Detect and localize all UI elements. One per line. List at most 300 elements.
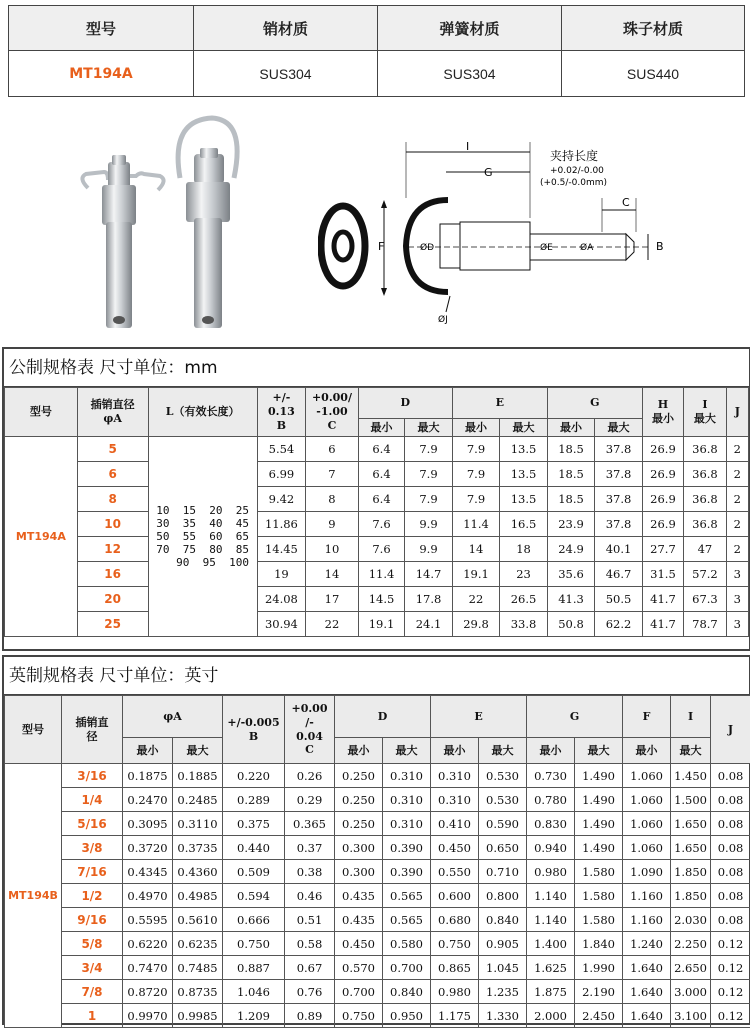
imperial-h-g-min: 最小 xyxy=(527,738,575,764)
metric-value-cell: 37.8 xyxy=(595,487,643,512)
imperial-size-cell: 1/2 xyxy=(62,884,123,908)
metric-value-cell: 16.5 xyxy=(500,512,548,537)
imperial-value-cell: 1.330 xyxy=(479,1004,527,1028)
imperial-value-cell: 0.750 xyxy=(223,932,285,956)
imperial-value-cell: 0.600 xyxy=(431,884,479,908)
imperial-value-cell: 0.08 xyxy=(711,908,750,932)
imperial-h-f-min: 最小 xyxy=(623,738,671,764)
imperial-h-g: G xyxy=(527,696,623,738)
metric-value-cell: 7.9 xyxy=(452,437,500,462)
metric-h-i: I 最大 xyxy=(684,388,726,437)
imperial-h-e-min: 最小 xyxy=(431,738,479,764)
imperial-value-cell: 1.640 xyxy=(623,1004,671,1028)
metric-size-cell: 8 xyxy=(77,487,148,512)
imperial-value-cell: 1.060 xyxy=(623,764,671,788)
imperial-h-i: I xyxy=(671,696,711,738)
imperial-value-cell: 0.435 xyxy=(335,884,383,908)
metric-value-cell: 9.9 xyxy=(405,537,453,562)
imperial-h-model: 型号 xyxy=(5,696,62,764)
imperial-table-row xyxy=(5,860,750,884)
imperial-size-cell: 7/8 xyxy=(62,980,123,1004)
imperial-size-cell: 7/16 xyxy=(62,860,123,884)
metric-length-line: 50 55 60 65 xyxy=(149,530,257,543)
metric-value-cell: 24.1 xyxy=(405,612,453,637)
label-D: ØD xyxy=(420,242,434,253)
metric-value-cell: 24.08 xyxy=(257,587,306,612)
imperial-value-cell: 1.090 xyxy=(623,860,671,884)
metric-h-j: J xyxy=(726,388,748,437)
imperial-h-a-max: 最大 xyxy=(173,738,223,764)
metric-size-cell: 16 xyxy=(77,562,148,587)
imperial-value-cell: 1.209 xyxy=(223,1004,285,1028)
imperial-size-cell: 3/8 xyxy=(62,836,123,860)
metric-h-c: +0.00/ -1.00 C xyxy=(306,388,359,437)
metric-value-cell: 37.8 xyxy=(595,437,643,462)
model-cell: MT194A xyxy=(9,51,194,97)
imperial-value-cell: 0.666 xyxy=(223,908,285,932)
imperial-value-cell: 1.060 xyxy=(623,788,671,812)
material-header-row xyxy=(9,6,745,51)
metric-value-cell: 2 xyxy=(726,437,748,462)
imperial-value-cell: 1.490 xyxy=(575,812,623,836)
metric-h-e: E xyxy=(452,388,547,419)
imperial-value-cell: 0.2485 xyxy=(173,788,223,812)
imperial-value-cell: 0.830 xyxy=(527,812,575,836)
imperial-value-cell: 0.289 xyxy=(223,788,285,812)
imperial-value-cell: 0.840 xyxy=(383,980,431,1004)
pin-material-cell: SUS304 xyxy=(194,51,378,97)
imperial-value-cell: 2.030 xyxy=(671,908,711,932)
imperial-value-cell: 0.1885 xyxy=(173,764,223,788)
imperial-value-cell: 1.400 xyxy=(527,932,575,956)
imperial-value-cell: 0.08 xyxy=(711,764,750,788)
imperial-value-cell: 0.530 xyxy=(479,764,527,788)
metric-value-cell: 6.4 xyxy=(358,487,404,512)
metric-value-cell: 8 xyxy=(306,487,359,512)
metric-value-cell: 6.4 xyxy=(358,437,404,462)
imperial-value-cell: 0.565 xyxy=(383,884,431,908)
imperial-h-b: +/-0.005 B xyxy=(223,696,285,764)
imperial-value-cell: 0.580 xyxy=(383,932,431,956)
imperial-value-cell: 0.08 xyxy=(711,860,750,884)
metric-model-cell: MT194A xyxy=(5,437,78,637)
imperial-value-cell: 0.310 xyxy=(383,764,431,788)
imperial-value-cell: 1.235 xyxy=(479,980,527,1004)
metric-value-cell: 47 xyxy=(684,537,726,562)
header-model: 型号 xyxy=(9,6,194,51)
metric-h-d: D xyxy=(358,388,452,419)
metric-value-cell: 9 xyxy=(306,512,359,537)
imperial-table-row xyxy=(5,812,750,836)
metric-h-e-max: 最大 xyxy=(500,419,548,437)
imperial-value-cell: 2.000 xyxy=(527,1004,575,1028)
metric-value-cell: 7 xyxy=(306,462,359,487)
metric-value-cell: 18.5 xyxy=(547,487,595,512)
imperial-value-cell: 1.060 xyxy=(623,836,671,860)
imperial-value-cell: 0.865 xyxy=(431,956,479,980)
imperial-h-e-max: 最大 xyxy=(479,738,527,764)
metric-length-line: 30 35 40 45 xyxy=(149,517,257,530)
imperial-value-cell: 0.940 xyxy=(527,836,575,860)
imperial-value-cell: 0.38 xyxy=(285,860,335,884)
metric-value-cell: 13.5 xyxy=(500,462,548,487)
imperial-value-cell: 1.625 xyxy=(527,956,575,980)
imperial-value-cell: 0.4985 xyxy=(173,884,223,908)
imperial-h-a-min: 最小 xyxy=(123,738,173,764)
imperial-value-cell: 1.500 xyxy=(671,788,711,812)
label-J: ØJ xyxy=(438,314,448,325)
metric-value-cell: 11.86 xyxy=(257,512,306,537)
metric-h-g-min: 最小 xyxy=(547,419,595,437)
imperial-value-cell: 0.390 xyxy=(383,836,431,860)
metric-value-cell: 37.8 xyxy=(595,512,643,537)
imperial-value-cell: 0.310 xyxy=(431,788,479,812)
imperial-table-row xyxy=(5,956,750,980)
grip-length-title: 夹持长度 xyxy=(550,148,598,163)
metric-table-row xyxy=(5,587,749,612)
metric-size-cell: 12 xyxy=(77,537,148,562)
imperial-value-cell: 0.450 xyxy=(431,836,479,860)
metric-value-cell: 36.8 xyxy=(684,512,726,537)
imperial-value-cell: 0.565 xyxy=(383,908,431,932)
metric-value-cell: 30.94 xyxy=(257,612,306,637)
metric-value-cell: 7.9 xyxy=(405,437,453,462)
imperial-value-cell: 1.045 xyxy=(479,956,527,980)
imperial-h-g-max: 最大 xyxy=(575,738,623,764)
metric-table-row xyxy=(5,612,749,637)
metric-value-cell: 23 xyxy=(500,562,548,587)
imperial-value-cell: 1.650 xyxy=(671,812,711,836)
imperial-h-a: φA xyxy=(123,696,223,738)
imperial-value-cell: 0.67 xyxy=(285,956,335,980)
imperial-h-c: +0.00 /- 0.04 C xyxy=(285,696,335,764)
metric-value-cell: 6.4 xyxy=(358,462,404,487)
imperial-value-cell: 0.4360 xyxy=(173,860,223,884)
metric-value-cell: 7.6 xyxy=(358,537,404,562)
metric-value-cell: 11.4 xyxy=(358,562,404,587)
imperial-value-cell: 0.5610 xyxy=(173,908,223,932)
imperial-value-cell: 0.410 xyxy=(431,812,479,836)
imperial-value-cell: 0.9985 xyxy=(173,1004,223,1028)
metric-value-cell: 19.1 xyxy=(358,612,404,637)
metric-value-cell: 31.5 xyxy=(642,562,683,587)
imperial-value-cell: 0.2470 xyxy=(123,788,173,812)
imperial-value-cell: 1.850 xyxy=(671,860,711,884)
imperial-value-cell: 0.26 xyxy=(285,764,335,788)
metric-value-cell: 2 xyxy=(726,487,748,512)
metric-h-length: L（有效长度） xyxy=(148,388,257,437)
material-row xyxy=(9,51,745,97)
imperial-value-cell: 0.250 xyxy=(335,812,383,836)
imperial-size-cell: 9/16 xyxy=(62,908,123,932)
metric-value-cell: 36.8 xyxy=(684,487,726,512)
imperial-value-cell: 0.5595 xyxy=(123,908,173,932)
imperial-value-cell: 0.840 xyxy=(479,908,527,932)
ball-material-cell: SUS440 xyxy=(562,51,745,97)
imperial-value-cell: 0.4345 xyxy=(123,860,173,884)
imperial-value-cell: 0.780 xyxy=(527,788,575,812)
imperial-value-cell: 0.887 xyxy=(223,956,285,980)
metric-lengths-cell xyxy=(148,437,257,637)
imperial-value-cell: 0.3735 xyxy=(173,836,223,860)
imperial-value-cell: 0.12 xyxy=(711,956,750,980)
metric-value-cell: 26.9 xyxy=(642,437,683,462)
metric-value-cell: 78.7 xyxy=(684,612,726,637)
metric-value-cell: 50.8 xyxy=(547,612,595,637)
imperial-value-cell: 0.3720 xyxy=(123,836,173,860)
imperial-table-row xyxy=(5,1004,750,1028)
imperial-table-row xyxy=(5,884,750,908)
metric-h-diameter: 插销直径 φA xyxy=(77,388,148,437)
imperial-value-cell: 3.000 xyxy=(671,980,711,1004)
imperial-value-cell: 2.190 xyxy=(575,980,623,1004)
imperial-value-cell: 0.800 xyxy=(479,884,527,908)
imperial-value-cell: 0.310 xyxy=(383,812,431,836)
imperial-value-cell: 0.29 xyxy=(285,788,335,812)
metric-value-cell: 7.9 xyxy=(405,487,453,512)
imperial-value-cell: 0.8735 xyxy=(173,980,223,1004)
imperial-table-row xyxy=(5,836,750,860)
imperial-value-cell: 3.100 xyxy=(671,1004,711,1028)
imperial-value-cell: 0.650 xyxy=(479,836,527,860)
imperial-value-cell: 1.850 xyxy=(671,884,711,908)
imperial-h-e: E xyxy=(431,696,527,738)
metric-value-cell: 26.5 xyxy=(500,587,548,612)
imperial-value-cell: 0.7485 xyxy=(173,956,223,980)
metric-value-cell: 14 xyxy=(306,562,359,587)
header-spring-material: 弹簧材质 xyxy=(378,6,562,51)
imperial-value-cell: 1.640 xyxy=(623,956,671,980)
imperial-value-cell: 1.140 xyxy=(527,884,575,908)
metric-value-cell: 41.7 xyxy=(642,587,683,612)
imperial-h-d-max: 最大 xyxy=(383,738,431,764)
metric-value-cell: 67.3 xyxy=(684,587,726,612)
imperial-value-cell: 0.46 xyxy=(285,884,335,908)
metric-value-cell: 22 xyxy=(452,587,500,612)
metric-value-cell: 27.7 xyxy=(642,537,683,562)
imperial-value-cell: 1.450 xyxy=(671,764,711,788)
metric-value-cell: 9.42 xyxy=(257,487,306,512)
metric-h-d-min: 最小 xyxy=(358,419,404,437)
imperial-value-cell: 1.875 xyxy=(527,980,575,1004)
label-E: ØE xyxy=(540,242,553,253)
metric-table-row xyxy=(5,487,749,512)
imperial-value-cell: 0.220 xyxy=(223,764,285,788)
imperial-value-cell: 0.390 xyxy=(383,860,431,884)
metric-value-cell: 57.2 xyxy=(684,562,726,587)
imperial-value-cell: 1.160 xyxy=(623,884,671,908)
label-F: F xyxy=(378,240,384,253)
metric-value-cell: 33.8 xyxy=(500,612,548,637)
imperial-value-cell: 0.594 xyxy=(223,884,285,908)
imperial-value-cell: 0.51 xyxy=(285,908,335,932)
imperial-value-cell: 0.08 xyxy=(711,788,750,812)
metric-value-cell: 2 xyxy=(726,537,748,562)
metric-size-cell: 10 xyxy=(77,512,148,537)
imperial-value-cell: 1.580 xyxy=(575,860,623,884)
metric-title: 公制规格表 尺寸单位：mm xyxy=(4,349,749,387)
metric-h-model: 型号 xyxy=(5,388,78,437)
metric-value-cell: 23.9 xyxy=(547,512,595,537)
metric-length-line: 10 15 20 25 xyxy=(149,504,257,517)
metric-table-row xyxy=(5,462,749,487)
metric-value-cell: 9.9 xyxy=(405,512,453,537)
imperial-value-cell: 0.08 xyxy=(711,812,750,836)
imperial-value-cell: 0.710 xyxy=(479,860,527,884)
metric-h-d-max: 最大 xyxy=(405,419,453,437)
imperial-value-cell: 0.450 xyxy=(335,932,383,956)
imperial-value-cell: 1.060 xyxy=(623,812,671,836)
imperial-value-cell: 1.160 xyxy=(623,908,671,932)
imperial-value-cell: 0.6220 xyxy=(123,932,173,956)
metric-table-row xyxy=(5,537,749,562)
imperial-value-cell: 0.509 xyxy=(223,860,285,884)
imperial-value-cell: 1.640 xyxy=(623,980,671,1004)
imperial-spec-table xyxy=(4,695,750,1028)
metric-value-cell: 26.9 xyxy=(642,462,683,487)
label-G: G xyxy=(484,166,493,179)
imperial-size-cell: 3/16 xyxy=(62,764,123,788)
imperial-table-row xyxy=(5,932,750,956)
metric-value-cell: 13.5 xyxy=(500,437,548,462)
imperial-value-cell: 0.3110 xyxy=(173,812,223,836)
metric-value-cell: 14.45 xyxy=(257,537,306,562)
imperial-value-cell: 0.905 xyxy=(479,932,527,956)
metric-value-cell: 24.9 xyxy=(547,537,595,562)
metric-value-cell: 17.8 xyxy=(405,587,453,612)
label-C: C xyxy=(622,196,630,209)
metric-value-cell: 26.9 xyxy=(642,512,683,537)
label-B: B xyxy=(656,240,664,253)
header-ball-material: 珠子材质 xyxy=(562,6,745,51)
metric-h-b: +/- 0.13 B xyxy=(257,388,306,437)
imperial-value-cell: 2.650 xyxy=(671,956,711,980)
imperial-value-cell: 1.580 xyxy=(575,908,623,932)
imperial-value-cell: 0.570 xyxy=(335,956,383,980)
metric-spec-table xyxy=(4,387,749,637)
imperial-value-cell: 0.3095 xyxy=(123,812,173,836)
imperial-value-cell: 0.440 xyxy=(223,836,285,860)
imperial-table-row xyxy=(5,908,750,932)
label-A: ØA xyxy=(580,242,594,253)
imperial-value-cell: 0.12 xyxy=(711,1004,750,1028)
metric-length-line: 90 95 100 xyxy=(149,556,257,569)
imperial-value-cell: 2.250 xyxy=(671,932,711,956)
imperial-h-d: D xyxy=(335,696,431,738)
metric-value-cell: 26.9 xyxy=(642,487,683,512)
imperial-value-cell: 0.310 xyxy=(431,764,479,788)
imperial-value-cell: 0.310 xyxy=(383,788,431,812)
metric-value-cell: 19 xyxy=(257,562,306,587)
metric-value-cell: 17 xyxy=(306,587,359,612)
imperial-value-cell: 0.08 xyxy=(711,836,750,860)
metric-value-cell: 7.9 xyxy=(452,462,500,487)
imperial-value-cell: 0.700 xyxy=(383,956,431,980)
imperial-h-diameter: 插销直 径 xyxy=(62,696,123,764)
imperial-value-cell: 0.76 xyxy=(285,980,335,1004)
metric-value-cell: 14.7 xyxy=(405,562,453,587)
metric-value-cell: 29.8 xyxy=(452,612,500,637)
metric-table-row xyxy=(5,512,749,537)
metric-size-cell: 5 xyxy=(77,437,148,462)
metric-value-cell: 5.54 xyxy=(257,437,306,462)
imperial-value-cell: 0.89 xyxy=(285,1004,335,1028)
imperial-value-cell: 0.980 xyxy=(431,980,479,1004)
imperial-value-cell: 0.08 xyxy=(711,884,750,908)
header-pin-material: 销材质 xyxy=(194,6,378,51)
imperial-size-cell: 5/8 xyxy=(62,932,123,956)
imperial-value-cell: 2.450 xyxy=(575,1004,623,1028)
imperial-value-cell: 1.490 xyxy=(575,788,623,812)
imperial-value-cell: 0.37 xyxy=(285,836,335,860)
metric-value-cell: 3 xyxy=(726,587,748,612)
imperial-value-cell: 0.730 xyxy=(527,764,575,788)
imperial-table-row xyxy=(5,764,750,788)
imperial-value-cell: 1.840 xyxy=(575,932,623,956)
imperial-value-cell: 0.700 xyxy=(335,980,383,1004)
imperial-table-row xyxy=(5,980,750,1004)
imperial-size-cell: 1/4 xyxy=(62,788,123,812)
metric-value-cell: 7.9 xyxy=(405,462,453,487)
product-photo xyxy=(70,110,250,340)
imperial-value-cell: 1.490 xyxy=(575,836,623,860)
metric-value-cell: 3 xyxy=(726,562,748,587)
imperial-value-cell: 0.680 xyxy=(431,908,479,932)
imperial-value-cell: 0.590 xyxy=(479,812,527,836)
imperial-model-cell: MT194B xyxy=(5,764,62,1028)
metric-value-cell: 19.1 xyxy=(452,562,500,587)
metric-value-cell: 46.7 xyxy=(595,562,643,587)
imperial-value-cell: 0.530 xyxy=(479,788,527,812)
imperial-size-cell: 5/16 xyxy=(62,812,123,836)
imperial-value-cell: 1.140 xyxy=(527,908,575,932)
imperial-h-i-max: 最大 xyxy=(671,738,711,764)
imperial-h-d-min: 最小 xyxy=(335,738,383,764)
metric-h-g-max: 最大 xyxy=(595,419,643,437)
metric-length-line: 70 75 80 85 xyxy=(149,543,257,556)
imperial-value-cell: 0.550 xyxy=(431,860,479,884)
metric-value-cell: 3 xyxy=(726,612,748,637)
material-table xyxy=(8,5,745,97)
imperial-value-cell: 0.300 xyxy=(335,836,383,860)
metric-value-cell: 14.5 xyxy=(358,587,404,612)
imperial-value-cell: 0.250 xyxy=(335,764,383,788)
metric-value-cell: 7.6 xyxy=(358,512,404,537)
metric-value-cell: 2 xyxy=(726,462,748,487)
imperial-value-cell: 0.12 xyxy=(711,932,750,956)
metric-value-cell: 37.8 xyxy=(595,462,643,487)
imperial-value-cell: 0.4970 xyxy=(123,884,173,908)
imperial-value-cell: 0.750 xyxy=(335,1004,383,1028)
metric-size-cell: 20 xyxy=(77,587,148,612)
metric-value-cell: 40.1 xyxy=(595,537,643,562)
metric-spec-section xyxy=(2,347,750,651)
imperial-value-cell: 0.9970 xyxy=(123,1004,173,1028)
metric-value-cell: 18 xyxy=(500,537,548,562)
dimension-drawing xyxy=(318,138,680,328)
metric-size-cell: 25 xyxy=(77,612,148,637)
spring-material-cell: SUS304 xyxy=(378,51,562,97)
imperial-value-cell: 0.750 xyxy=(431,932,479,956)
metric-value-cell: 10 xyxy=(306,537,359,562)
metric-table-row xyxy=(5,562,749,587)
imperial-title: 英制规格表 尺寸单位：英寸 xyxy=(4,657,749,695)
grip-length-tol-mm: (+0.5/-0.0mm) xyxy=(540,178,607,188)
imperial-value-cell: 0.375 xyxy=(223,812,285,836)
metric-h-e-min: 最小 xyxy=(452,419,500,437)
metric-value-cell: 6.99 xyxy=(257,462,306,487)
metric-h-h: H 最小 xyxy=(642,388,683,437)
